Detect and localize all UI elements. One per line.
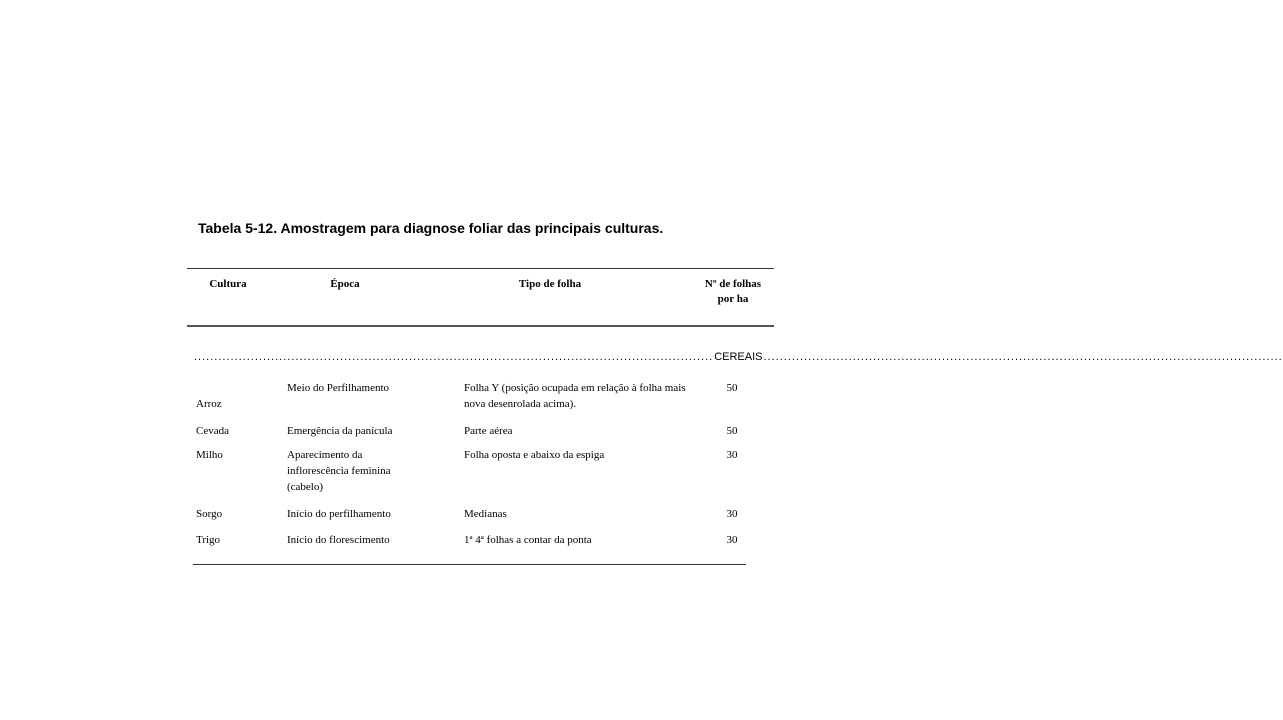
cell-tipo-de-folha: Folha oposta e abaixo da espiga [464,449,605,461]
cell-cultura: Trigo [196,534,221,546]
section-dots-left: ................................................................................................................................ [194,351,714,363]
cell-epoca: Emergência da panícula [287,425,393,437]
cell-numero-de-folhas: 30 [726,449,738,461]
cell-epoca: Início do florescimento [287,534,390,546]
cell-numero-de-folhas: 30 [726,534,738,546]
section-label: CEREAIS [714,351,763,363]
header-cultura: Cultura [209,278,247,290]
header-numero-de-folhas: Nº de folhas por ha [704,278,762,305]
cell-cultura: Cevada [196,425,229,437]
cell-cultura: Arroz [196,398,222,410]
cell-cultura: Sorgo [196,508,223,520]
cell-numero-de-folhas: 50 [726,425,738,437]
header-bottom-rule [187,325,774,327]
table-bottom-rule [193,564,746,565]
section-dots-right: ................................................................................................................................ [763,351,1283,363]
header-epoca: Época [330,278,360,290]
table-top-rule [187,268,774,269]
cell-epoca: Início do perfilhamento [287,508,391,520]
cell-numero-de-folhas: 30 [726,508,738,520]
table-title: Tabela 5-12. Amostragem para diagnose foliar das principais culturas. [198,220,664,236]
cell-tipo-de-folha: Medianas [464,508,507,520]
cell-tipo-de-folha: Folha Y (posição ocupada em relação à folha mais nova desenrolada acima). [464,382,686,410]
cell-numero-de-folhas: 50 [726,382,738,394]
header-tipo-de-folha: Tipo de folha [518,278,582,290]
section-cereais [194,351,1283,363]
cell-cultura: Milho [196,449,223,461]
cell-epoca: Aparecimento da inflorescência feminina (cabelo) [287,449,391,493]
cell-tipo-de-folha: Parte aérea [464,425,513,437]
cell-tipo-de-folha: 1ª 4ª folhas a contar da ponta [464,534,592,546]
cell-epoca: Meio do Perfilhamento [287,382,390,394]
